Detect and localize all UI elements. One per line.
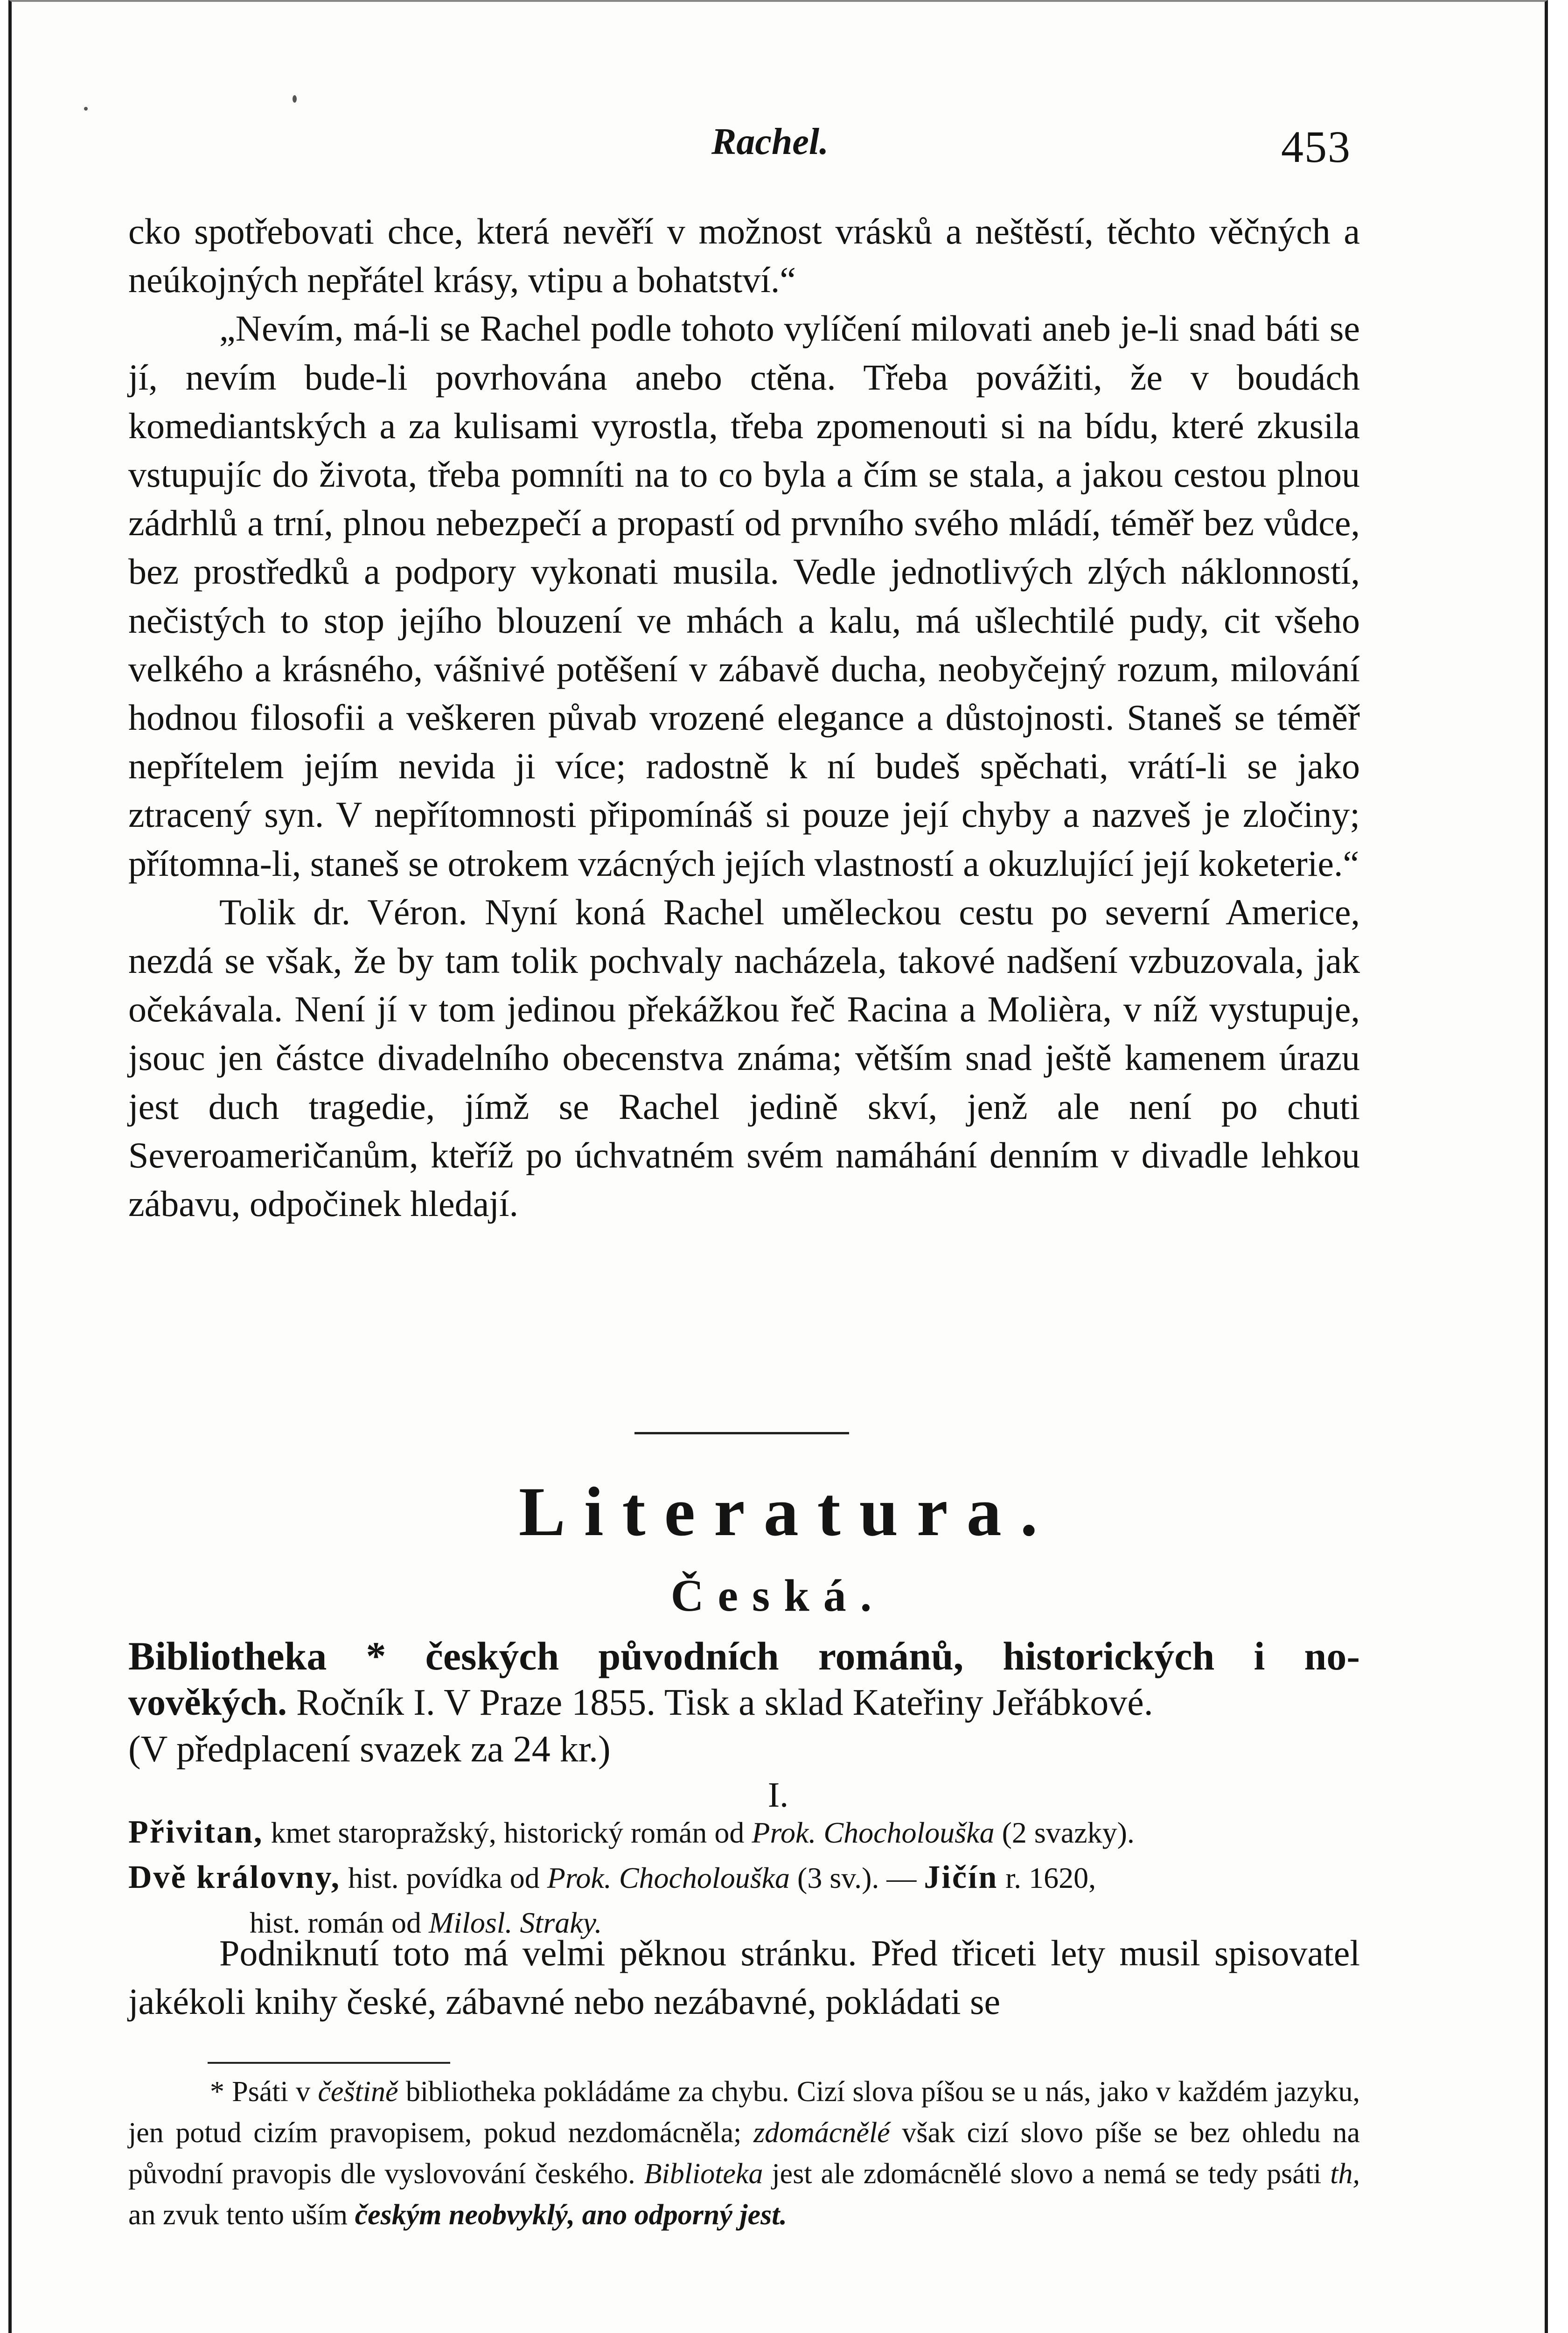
print-speck (293, 95, 297, 103)
footnote (128, 2071, 1360, 2235)
page-number: 453 (1281, 122, 1351, 172)
paragraph: cko spotřebovati chce, která nevěří v možnost vrásků a neštěstí, těchto věčných a neúkojných nepřátel krásy, vtipu a bohatství.“ (128, 211, 1360, 300)
running-title: Rachel. (711, 121, 829, 162)
subsection-title: Česká. (670, 1571, 886, 1621)
footnote-emphasis: českým neobvyklý, ano odporný jest. (355, 2199, 787, 2231)
work-author: Milosl. Straky. (428, 1906, 602, 1939)
footnote-rule (208, 2062, 450, 2064)
footnote-italic: češtině (318, 2076, 398, 2108)
bibliography-publisher: Ročník I. V Praze 1855. Tisk a sklad Kateřiny Jeřábkové. (287, 1682, 1153, 1723)
work-title: Přivitan, (128, 1814, 264, 1850)
work-title: Jičín (924, 1859, 998, 1895)
bibliography-title: Bibliotheka * českých původních románů, historických i no- (128, 1634, 1360, 1678)
work-year: r. 1620, (998, 1861, 1096, 1894)
footnote-span: jest ale zdomácnělé slovo a nemá se tedy psáti (763, 2158, 1331, 2190)
section-title: Literatura. (518, 1473, 1057, 1551)
bibliography-imprint (128, 1679, 1360, 1726)
main-text (128, 207, 1360, 1228)
paragraph: Tolik dr. Véron. Nyní koná Rachel uměleckou cestu po severní Americe, nezdá se však, že by tam tolik pochvaly nacházela, takové nadšení vzbuzovala, jak očekávala. Není jí v tom jedinou překážkou řeč Racina a Molièra, v níž vystupuje, jsouc jen částce divadelního obecenstva známa; větším snad ještě kamenem úrazu jest duch tragedie, jímž se Rachel jedině skví, jenž ale není po chuti Severoameričanům, kteříž po úchvatném svém namáhání denním v divadle lehkou zábavu, odpočinek hledají. (128, 891, 1360, 1224)
footnote-span: však cizí slovo píše se bez ohledu na původní pravopis dle vyslovování českého. (128, 2117, 1360, 2190)
footnote-italic: th, (1330, 2158, 1360, 2190)
book-page (8, 0, 1548, 2333)
work-title: Dvě královny, (128, 1859, 341, 1895)
footnote-italic: Biblioteka (644, 2158, 763, 2190)
work-entry (128, 1855, 1360, 1900)
print-speck (84, 107, 88, 111)
work-volumes: (3 sv.). — (790, 1861, 924, 1894)
volume-numeral: I. (767, 1775, 789, 1815)
section-divider (634, 1432, 849, 1434)
footnote-span: bibliotheka pokládáme za chybu. Cizí slova píšou se u nás, jako v každém jazyku, jen potud cizím pravopisem, pokud nezdomácněla; (128, 2076, 1360, 2149)
work-description: hist. povídka od (341, 1861, 547, 1894)
paragraph: „Nevím, má-li se Rachel podle tohoto vylíčení milovati aneb je-li snad báti se jí, nevím bude-li povrhována anebo ctěna. Třeba povážiti, že v boudách komediantských a za kulisami vyrostla, třeba zpomenouti si na bídu, které zkusila vstupujíc do života, třeba pomníti na to co byla a čím se stala, a jakou cestou plnou zádrhlů a trní, plnou nebezpečí a propastí od prvního svého mládí, téměř bez vůdce, bez prostředků a podpory vykonati musila. Vedle jednotlivých zlých náklonností, nečistých to stop jejího blouzení ve mhách a kalu, má ušlechtilé pudy, cit všeho velkého a krásného, vášnivé potěšení v zábavě ducha, neobyčejný rozum, milování hodnou filosofii a veškeren půvab vrozené elegance a důstojnosti. Staneš se téměř nepřítelem jejím nevida ji více; radostně k ní budeš spěchati, vrátí-li se jako ztracený syn. V nepřítomnosti připomínáš si pouze její chyby a nazveš je zločiny; přítomna-li, staneš se otrokem vzácných jejích vlastností a okuzlující její koketerie.“ (128, 308, 1360, 884)
bibliography-title-end: vověkých. (128, 1682, 287, 1723)
footnote-italic: zdomácnělé (753, 2117, 890, 2149)
footnote-text (128, 2071, 1360, 2235)
work-volumes: (2 svazky). (994, 1816, 1135, 1849)
bibliography-entry (128, 1633, 1360, 1773)
work-entry (128, 1810, 1360, 1855)
footnote-span: * Psáti v (210, 2076, 318, 2108)
running-header (12, 121, 1545, 172)
work-author: Prok. Chocholouška (547, 1861, 790, 1894)
work-description: kmet staropražský, historický román od (263, 1816, 752, 1849)
bibliography-price: (V předplacení svazek za 24 kr.) (128, 1729, 611, 1770)
work-author: Prok. Chocholouška (752, 1816, 995, 1849)
paragraph: Podniknutí toto má velmi pěknou stránku. Před třiceti lety musil spisovatel jakékoli knihy české, zábavné nebo nezábavné, pokládati se (128, 1933, 1360, 2022)
footnote-span: an zvuk tento uším (128, 2199, 355, 2231)
work-description: hist. román od (250, 1906, 429, 1939)
works-list (128, 1810, 1360, 1945)
main-text-continued (128, 1929, 1360, 2026)
